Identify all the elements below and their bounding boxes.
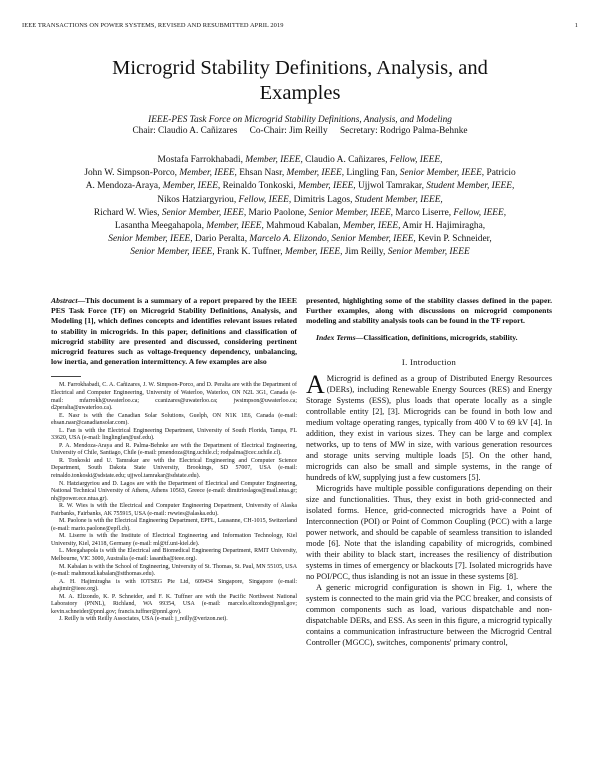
author-line <box>22 167 578 180</box>
secretary: Secretary: Rodrigo Palma-Behnke <box>339 126 468 136</box>
paper-title <box>40 56 560 106</box>
author-name: Amir H. Hajimiragha, <box>400 221 486 232</box>
footnote: R. Tonkoski and U. Tamrakar are with the Electrical Engineering and Computer Science Department, South Dakota State University, Brookings, SD 57007, USA (e-mail: reinaldo.tonkoski@sdstate.edu; ujjwol.tamrakar@sdstate.edu). <box>51 457 297 479</box>
right-column <box>306 296 552 648</box>
task-force-name: IEEE-PES Task Force on Microgrid Stability Definitions, Analysis, and Modeling <box>148 115 452 125</box>
author-name: Mahmoud Kabalan, <box>263 221 341 232</box>
intro-paragraph-3: A generic microgrid configuration is shown in Fig. 1, where the system is connected to the main grid via the PCC breaker, and consists of common components such as load, various dispatchable and non-dispatchable DERs, and ESS. As seen in this figure, a microgrid typically contains a communication infrastructure between the Microgrid Central Controller (MGCC), switches, components' primary control, <box>306 582 552 647</box>
author-membership: Marcelo A. Elizondo, <box>247 234 330 245</box>
footnote: M. A. Elizondo, K. P. Schneider, and F. K. Tuffner are with the Pacific Northwest National Laboratory (PNNL), Richland, WA 99354, USA (e-mail: marcelo.elizondo@pnnl.gov; kevin.schneider@pnnl.gov; francis.tuffner@pnnl.gov). <box>51 593 297 615</box>
author-membership: Senior Member, IEEE, <box>306 207 394 218</box>
footnote: J. Reilly is with Reilly Associates, USA (e-mail: j_reilly@verizon.net). <box>59 616 228 623</box>
footnote: A. H. Hajimiragha is with IOTSEG Pte Ltd, 609434 Singapore, Singapore (e-mail: ahajimir@ieee.org). <box>51 578 297 593</box>
footnote: M. Farrokhabadi, C. A. Cañizares, J. W. Simpson-Porco, and D. Peralta are with the Department of Electrical and Computer Engineering, University of Waterloo, Waterloo, ON N2L 3G1, Canada (e-mail: mfarrokh@uwaterloo.ca; ccanizares@uwaterloo.ca; jwsimpson@uwaterloo.ca; d2peralta@uwaterloo.ca). <box>51 382 297 412</box>
footnote: N. Hatziargyriou and D. Lagos are with the Department of Electrical and Computer Engineering, National Technical University of Athens, Athens 10563, Greece (e-mail: dimitrioslagos@mail.ntua.gr; nh@power.ece.ntua.gr). <box>51 480 297 502</box>
author-membership: Senior Member, IEEE <box>385 247 470 258</box>
intro-paragraph-1 <box>306 369 552 483</box>
footnote: E. Nasr is with the Canadian Solar Solutions, Guelph, ON N1K 1E6, Canada (e-mail: ehsan.nasr@canadiansolar.com). <box>51 412 297 427</box>
section-heading-introduction: I. Introduction <box>401 356 457 367</box>
footnote: L. Meegahapola is with the Electrical and Biomedical Engineering Department, RMIT University, Melbourne, VIC 3000, Australia (e-mail: lasantha@ieee.org). <box>51 548 297 562</box>
intro-paragraph-1-text: Microgrid is defined as a group of Distributed Energy Resources (DERs), including Renewable Energy Sources (RES) and Energy Storage Systems (ESS), plus loads that operate locally as a single controllable entity [2], [3]. Microgrids can be found in both low and medium voltage operating ranges, typically from 400 V to 69 kV [4]. In addition, they exist in various sizes. They can be large and complex networks, up to tens of MW in size, with various generation resources and storage units serving multiple loads [5]. On the other hand, microgrids can also be small and simple systems, in the range of hundreds of kW, supplying just a few customers [5]. <box>306 373 552 482</box>
author-line <box>22 180 578 193</box>
chairs-line <box>40 126 560 137</box>
author-membership: Member, IEEE, <box>160 181 221 192</box>
author-membership: Member, IEEE, <box>177 168 237 179</box>
author-membership: Fellow, IEEE, <box>387 155 443 165</box>
author-membership: Member, IEEE, <box>203 221 264 232</box>
chair: Chair: Claudio A. Cañizares <box>132 126 238 136</box>
affiliation-footnotes <box>51 382 297 624</box>
author-name: Dimitris Lagos, <box>291 194 353 205</box>
author-name: Kevin P. Schneider, <box>415 234 492 245</box>
index-terms <box>306 333 552 343</box>
author-line <box>22 154 578 167</box>
co-chair: Co-Chair: Jim Reilly <box>249 126 328 136</box>
abstract <box>51 296 297 367</box>
author-name: Reinaldo Tonkoski, <box>220 181 296 192</box>
author-membership: Fellow, IEEE, <box>451 207 507 218</box>
drop-cap: A <box>306 369 325 399</box>
author-line <box>22 194 578 207</box>
footnote: L. Fan is with the Electrical Engineering Department, University of South Florida, Tampa, FL 33620, USA (e-mail: linglingfan@usf.edu). <box>51 427 297 442</box>
footnote: M. Kabalan is with the School of Engineering, University of St. Thomas, St. Paul, MN 55105, USA (e-mail: mahmoud.kabalan@stthomas.edu). <box>51 563 297 578</box>
author-membership: Member, IEEE, <box>282 247 343 258</box>
abstract-text: —This document is a summary of a report prepared by the IEEE PES Task Force (TF) on Microgrid Stability Definitions, Analysis, and Modeling [1], which defines concepts and identifies relevant issues related to stability in microgrids. In this paper, definitions and classification of microgrid stability are presented and discussed, considering pertinent microgrid features such as voltage-frequency dependency, unbalancing, low inertia, and generation intermittency. A few examples are also <box>51 296 297 367</box>
footnote: R. W. Wies is with the Electrical and Computer Engineering Department, University of Alaska Fairbanks, Fairbanks, AK 755915, USA (e-mail: rwwies@alaska.edu). <box>51 503 297 517</box>
title-line-1: Microgrid Stability Definitions, Analysis, and <box>112 57 488 79</box>
author-membership: Student Member, IEEE, <box>423 181 515 192</box>
author-name: John W. Simpson-Porco, <box>84 168 178 179</box>
author-name: Patricio <box>484 168 516 179</box>
page-number: 1 <box>574 22 578 29</box>
author-membership: Fellow, IEEE, <box>236 194 292 205</box>
author-membership: Member, IEEE, <box>284 168 345 179</box>
footnote: M. Liserre is with the Institute of Electrical Engineering and Information Technology, Kiel University, Kiel, 24118, Germany (e-mail: ml@tf.uni-kiel.de). <box>51 533 297 547</box>
author-line <box>22 233 578 246</box>
author-name: Nikos Hatziargyriou, <box>157 194 237 205</box>
author-name: Ehsan Nasr, <box>236 168 285 179</box>
abstract-label: Abstract <box>51 296 78 305</box>
journal-name: IEEE TRANSACTIONS ON POWER SYSTEMS, REVISED AND RESUBMITTED APRIL 2019 <box>22 22 284 29</box>
author-name: Dario Peralta, <box>192 234 248 245</box>
author-membership: Senior Member, IEEE, <box>329 234 416 245</box>
author-membership: Senior Member, IEEE, <box>130 247 215 258</box>
footnote: P. A. Mendoza-Araya and R. Palma-Behnke are with the Department of Electrical Engineering, University of Chile, Santiago, Chile (e-mail: pmendoza@ing.uchile.cl; rodpalma@cec.uchile.cl). <box>51 442 297 457</box>
author-membership: Student Member, IEEE, <box>352 194 443 205</box>
footnote-rule <box>51 376 81 377</box>
author-line <box>22 220 578 233</box>
author-membership: Member, IEEE, <box>295 181 356 192</box>
author-membership: Member, IEEE, <box>340 221 401 232</box>
author-list <box>22 154 578 260</box>
index-terms-text: —Classification, definitions, microgrids, stability. <box>355 332 518 342</box>
index-terms-label: Index Terms <box>316 332 356 342</box>
footnote: M. Paolone is with the Electrical Engineering Department, EPFL, Lausanne, CH-1015, Switzerland (e-mail: mario.paolone@epfl.ch). <box>51 518 297 532</box>
author-membership: Senior Member, IEEE, <box>159 207 247 218</box>
author-name: Lingling Fan, <box>344 168 398 179</box>
author-membership: Senior Member, IEEE, <box>108 234 193 245</box>
author-name: Claudio A. Cañizares, <box>302 155 388 165</box>
author-membership: Senior Member, IEEE, <box>397 168 485 179</box>
author-line <box>22 207 578 220</box>
author-membership: Member, IEEE, <box>242 155 303 165</box>
author-line <box>22 246 578 259</box>
author-name: Richard W. Wies, <box>93 207 160 218</box>
author-name: Jim Reilly, <box>342 247 386 258</box>
author-name: Mario Paolone, <box>246 207 307 218</box>
author-name: A. Mendoza-Araya, <box>85 181 161 192</box>
intro-paragraph-2: Microgrids have multiple possible configurations depending on their size and functionalities. Thus, they exist in both grid-connected and isolated forms. Hence, grid-connected microgrids have a Point of Interconnection (POI) or Point of Common Coupling (PCC) with a large power network, and should be capable of seamless transition to islanded mode [6]. Note that the islanding capability of microgrids, combined with their ability to black start, increases the resiliency of distribution systems in times of emergency or blackouts [7]. Isolated microgrids have no POI/PCC, thus islanding is not an issue in these systems [8]. <box>306 483 552 581</box>
author-name: Lasantha Meegahapola, <box>114 221 204 232</box>
author-name: Ujjwol Tamrakar, <box>355 181 424 192</box>
author-name: Frank K. Tuffner, <box>214 247 283 258</box>
running-header <box>22 22 578 32</box>
title-line-2: Examples <box>259 82 341 104</box>
abstract-continuation: presented, highlighting some of the stability classes defined in the paper. Further examples, along with discussions on microgrid components modeling and stability analysis tools can be found in the TF report. <box>306 296 552 326</box>
author-name: Mostafa Farrokhabadi, <box>157 155 243 165</box>
left-column <box>51 296 297 624</box>
author-name: Marco Liserre, <box>393 207 452 218</box>
